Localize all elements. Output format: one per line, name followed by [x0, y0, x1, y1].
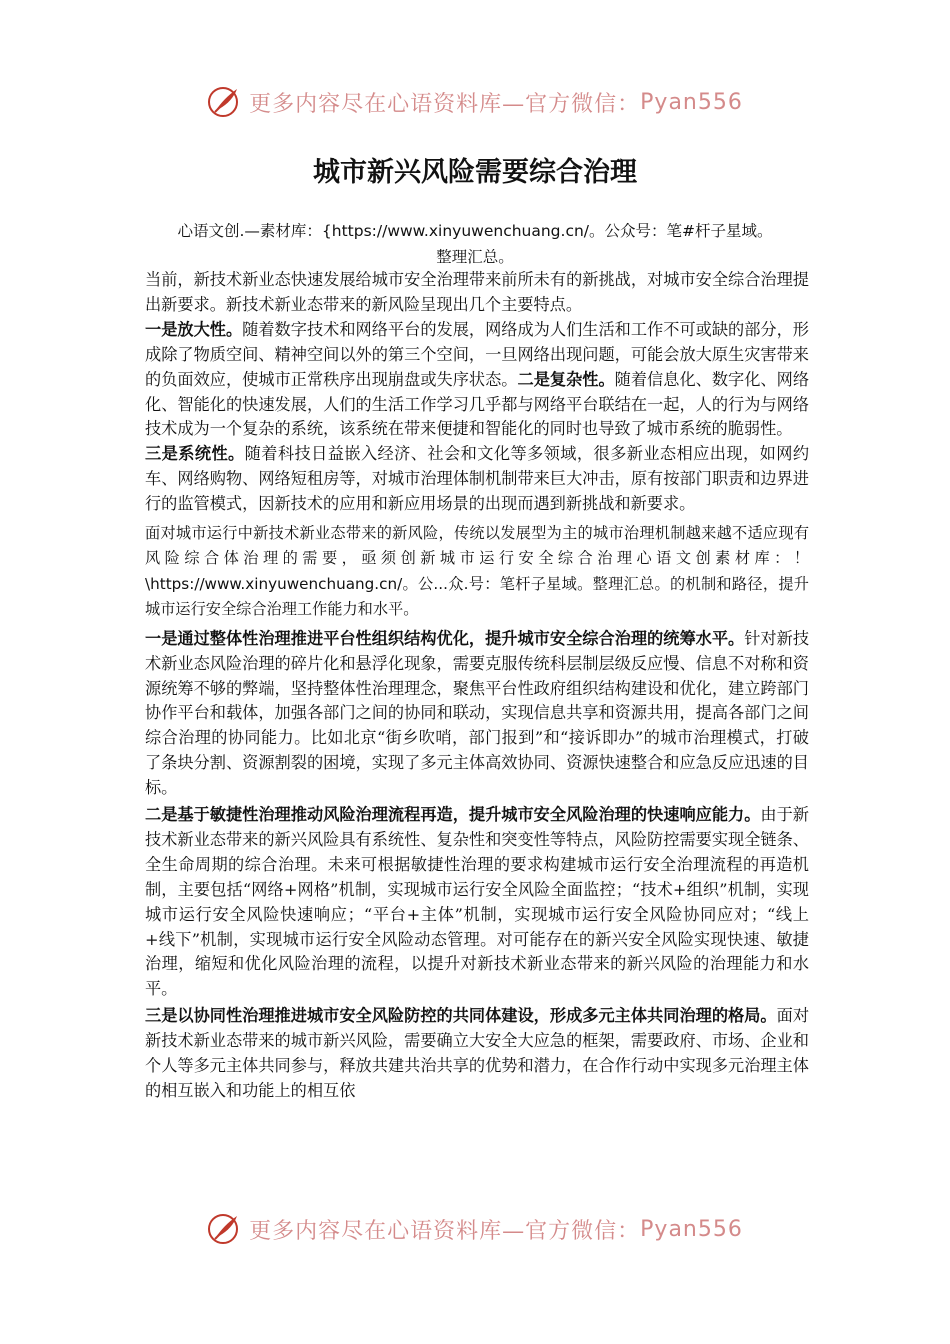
- strategy-1-paragraph: [145, 627, 809, 801]
- feature-3-lead: 三是系统性。: [145, 444, 245, 464]
- footer-banner-wechat-id: Pyan556: [640, 1216, 743, 1242]
- source-line-2: 整理汇总。: [436, 248, 514, 266]
- feature-1-lead: 一是放大性。: [145, 319, 243, 339]
- strategy-2-body: 由于新技术新业态带来的新兴风险具有系统性、复杂性和突变性等特点，风险防控需要实现全链条、全生命周期的综合治理。未来可根据敏捷性治理的要求构建城市运行安全治理流程的再造机制，主要包括“网络+网格”机制，实现城市运行安全风险全面监控；“技术+组织”机制，实现城市运行安全风险快速响应；“平台+主体”机制，实现城市运行安全风险协同应对；“线上+线下”机制，实现城市运行安全风险动态管理。对可能存在的新兴安全风险实现快速、敏捷治理，缩短和优化风险治理的流程，以提升对新技术新业态带来的新兴风险的治理能力和水平。: [145, 805, 809, 999]
- feature-2-body: 随着信息化、数字化、网络化、智能化的快速发展，人们的生活工作学习几乎都与网络平台联结在一起，人的行为与网络技术成为一个复杂的系统，该系统在带来便捷和智能化的同时也导致了城市系统的脆弱性。: [145, 369, 810, 439]
- feature-2-lead: 二是复杂性。: [517, 369, 615, 389]
- strategy-2-paragraph: [145, 803, 809, 1002]
- feature-3-paragraph: [145, 442, 809, 517]
- banner-wechat-id: Pyan556: [640, 89, 743, 115]
- document-body: [145, 268, 809, 1104]
- strategy-3-paragraph: [145, 1004, 809, 1104]
- quill-pen-logo-icon: [207, 1212, 241, 1246]
- transition-paragraph: 面对城市运行中新技术新业态带来的新风险，传统以发展型为主的城市治理机制越来越不适应现有风险综合体治理的需要，亟须创新城市运行安全综合治理心语文创素材库：！\https://www.xinyuwenchuang.cn/。公...众.号：笔杆子星域。整理汇总。的机制和路径，提升城市运行安全综合治理工作能力和水平。: [145, 524, 809, 619]
- strategy-2-lead: 二是基于敏捷性治理推动风险治理流程再造，提升城市安全风险治理的快速响应能力。: [145, 805, 761, 825]
- intro-paragraph: 当前，新技术新业态快速发展给城市安全治理带来前所未有的新挑战，对城市安全综合治理提出新要求。新技术新业态带来的新风险呈现出几个主要特点。: [145, 270, 809, 314]
- source-line-1: 心语文创.—素材库：{https://www.xinyuwenchuang.cn/。公众号：笔#杆子星域。: [177, 222, 773, 240]
- strategy-3-lead: 三是以协同性治理推进城市安全风险防控的共同体建设，形成多元主体共同治理的格局。: [145, 1006, 777, 1026]
- header-banner: [0, 80, 950, 124]
- feature-1-body: 随着数字技术和网络平台的发展，网络成为人们生活和工作不可或缺的部分，形成除了物质空间、精神空间以外的第三个空间，一旦网络出现问题，可能会放大原生灾害带来的负面效应，使城市正常秩序出现崩盘或失序状态。: [145, 319, 809, 389]
- quill-pen-logo-icon: [207, 85, 241, 119]
- feature-paragraph: [145, 318, 809, 443]
- strategy-1-lead: 一是通过整体性治理推进平台性组织结构优化，提升城市安全综合治理的统筹水平。: [145, 628, 745, 648]
- strategy-3-body: 面对新技术新业态带来的城市新兴风险，需要确立大安全大应急的框架，需要政府、市场、企业和个人等多元主体共同参与，释放共建共治共享的优势和潜力，在合作行动中实现多元治理主体的相互嵌入和功能上的相互依: [145, 1006, 810, 1100]
- footer-banner-text: 更多内容尽在心语资料库—官方微信：: [249, 1218, 641, 1244]
- feature-3-body: 随着科技日益嵌入经济、社会和文化等多领域，很多新业态相应出现，如网约车、网络购物、网络短租房等，对城市治理体制机制带来巨大冲击，原有按部门职责和边界进行的监管模式，因新技术的应用和新应用场景的出现而遇到新挑战和新要求。: [145, 444, 810, 514]
- banner-text: 更多内容尽在心语资料库—官方微信：: [249, 91, 641, 117]
- source-info: [145, 218, 805, 270]
- footer-banner: [0, 1207, 950, 1251]
- strategy-1-body: 针对新技术新业态风险治理的碎片化和悬浮化现象，需要克服传统科层制层级反应慢、信息不对称和资源统筹不够的弊端，坚持整体性治理理念，聚焦平台性政府组织结构建设和优化，建立跨部门协作平台和载体，加强各部门之间的协同和联动，实现信息共享和资源共用，提高各部门之间综合治理的协同能力。比如北京“街乡吹哨，部门报到”和“接诉即办”的城市治理模式，打破了条块分割、资源割裂的困境，实现了多元主体高效协同、资源快速整合和应急反应迅速的目标。: [145, 628, 810, 798]
- document-title: 城市新兴风险需要综合治理: [313, 157, 637, 188]
